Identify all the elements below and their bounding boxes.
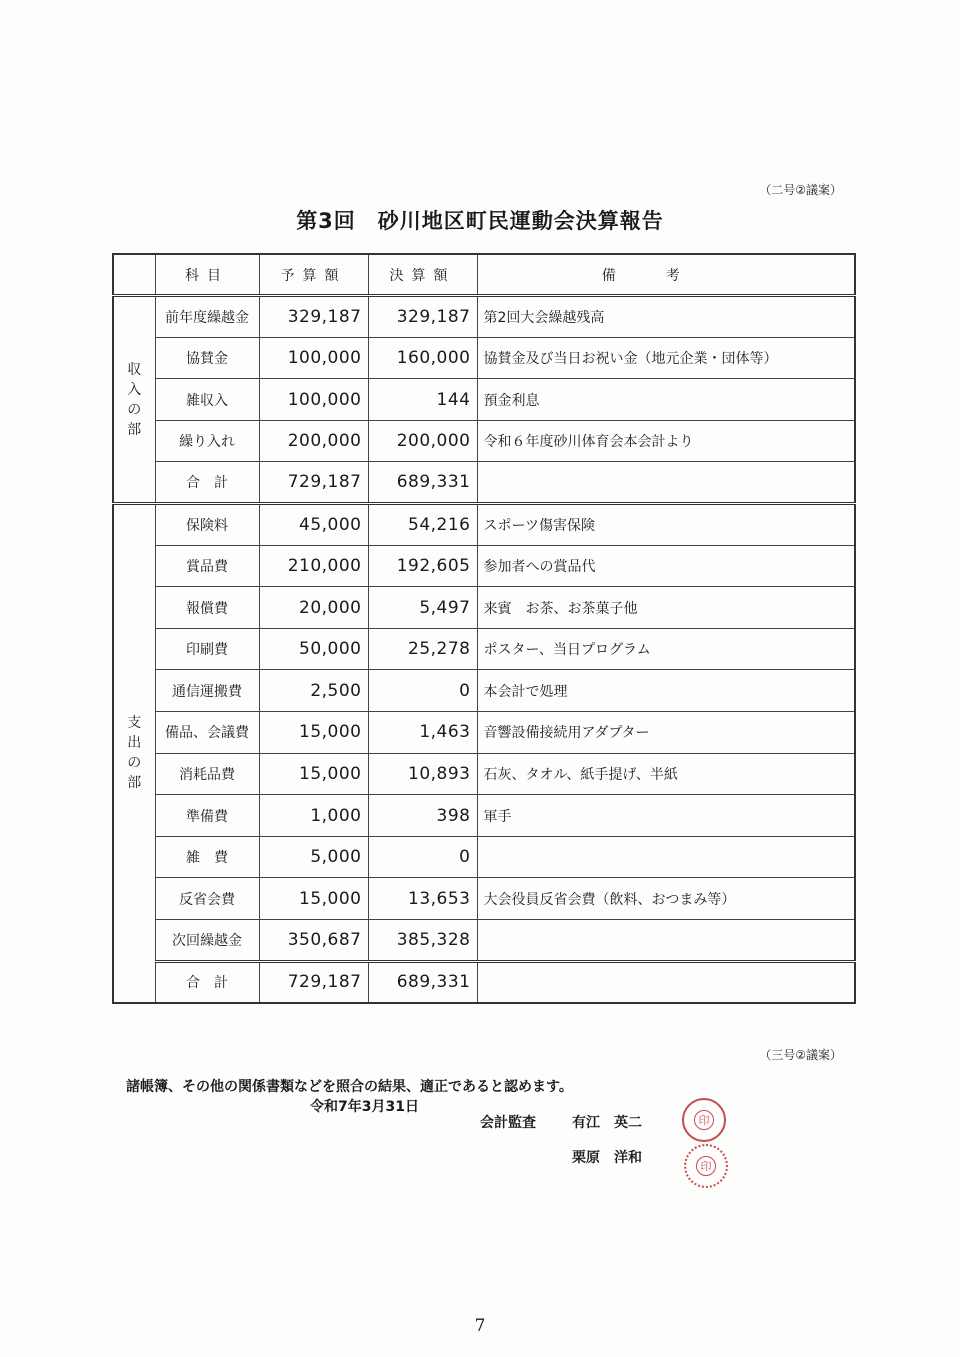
cell-remarks: 石灰、タオル、紙手提げ、半紙 bbox=[477, 753, 855, 795]
cell-remarks: 預金利息 bbox=[477, 379, 855, 421]
cell-item: 消耗品費 bbox=[155, 753, 259, 795]
cell-actual: 144 bbox=[368, 379, 477, 421]
auditor-title: 会計監査 bbox=[480, 1115, 536, 1131]
cell-budget: 2,500 bbox=[259, 670, 368, 712]
cell-remarks bbox=[477, 961, 855, 1003]
cell-remarks: スポーツ傷害保険 bbox=[477, 504, 855, 546]
expense-row bbox=[113, 545, 855, 587]
cell-actual: 398 bbox=[368, 795, 477, 837]
cell-remarks: 音響設備接続用アダプター bbox=[477, 712, 855, 754]
cell-remarks: ポスター、当日プログラム bbox=[477, 628, 855, 670]
cell-budget: 350,687 bbox=[259, 920, 368, 962]
seal-mark: 印 bbox=[696, 1156, 716, 1176]
expense-row bbox=[113, 753, 855, 795]
cell-actual: 160,000 bbox=[368, 337, 477, 379]
top-agenda-note: （二号②議案） bbox=[759, 183, 842, 197]
cell-remarks: 来賓 お茶、お茶菓子他 bbox=[477, 587, 855, 629]
cell-item: 前年度繰越金 bbox=[155, 296, 259, 338]
budget-table bbox=[112, 253, 856, 1004]
income-row bbox=[113, 296, 855, 338]
cell-remarks: 参加者への賞品代 bbox=[477, 545, 855, 587]
cell-item: 協賛金 bbox=[155, 337, 259, 379]
cell-actual: 54,216 bbox=[368, 504, 477, 546]
auditor-2-name: 栗原 洋和 bbox=[572, 1150, 642, 1166]
cell-remarks bbox=[477, 836, 855, 878]
cell-budget: 15,000 bbox=[259, 712, 368, 754]
expense-row bbox=[113, 587, 855, 629]
auditor-2-seal bbox=[684, 1144, 728, 1188]
cell-actual: 13,653 bbox=[368, 878, 477, 920]
cell-budget: 200,000 bbox=[259, 420, 368, 462]
cell-budget: 100,000 bbox=[259, 337, 368, 379]
cell-actual: 10,893 bbox=[368, 753, 477, 795]
expense-section-text: 支出の部 bbox=[127, 715, 142, 792]
cell-budget: 329,187 bbox=[259, 296, 368, 338]
cell-remarks: 第2回大会繰越残高 bbox=[477, 296, 855, 338]
cell-budget: 729,187 bbox=[259, 961, 368, 1003]
expense-row bbox=[113, 712, 855, 754]
expense-row bbox=[113, 628, 855, 670]
header-section bbox=[113, 254, 155, 296]
table-header-row bbox=[113, 254, 855, 296]
expense-section-label bbox=[113, 504, 155, 1003]
cell-item: 報償費 bbox=[155, 587, 259, 629]
cell-item: 雑 費 bbox=[155, 836, 259, 878]
cell-item: 反省会費 bbox=[155, 878, 259, 920]
cell-item: 通信運搬費 bbox=[155, 670, 259, 712]
income-section-label bbox=[113, 296, 155, 504]
cell-item: 次回繰越金 bbox=[155, 920, 259, 962]
header-budget: 予算額 bbox=[259, 254, 368, 296]
cell-item: 準備費 bbox=[155, 795, 259, 837]
cell-item: 合 計 bbox=[155, 462, 259, 504]
cell-actual: 192,605 bbox=[368, 545, 477, 587]
cell-actual: 0 bbox=[368, 670, 477, 712]
cell-item: 印刷費 bbox=[155, 628, 259, 670]
cell-budget: 15,000 bbox=[259, 753, 368, 795]
cell-item: 備品、会議費 bbox=[155, 712, 259, 754]
auditor-1-name: 有江 英二 bbox=[572, 1115, 642, 1131]
cell-budget: 15,000 bbox=[259, 878, 368, 920]
header-remarks: 備考 bbox=[477, 254, 855, 296]
cell-remarks bbox=[477, 920, 855, 962]
cell-budget: 45,000 bbox=[259, 504, 368, 546]
cell-actual: 329,187 bbox=[368, 296, 477, 338]
income-row bbox=[113, 337, 855, 379]
cell-remarks: 大会役員反省会費（飲料、おつまみ等） bbox=[477, 878, 855, 920]
header-item: 科目 bbox=[155, 254, 259, 296]
cell-item: 保険料 bbox=[155, 504, 259, 546]
seal-mark: 印 bbox=[694, 1110, 714, 1130]
income-row bbox=[113, 420, 855, 462]
expense-row bbox=[113, 920, 855, 962]
cell-remarks: 令和６年度砂川体育会本会計より bbox=[477, 420, 855, 462]
expense-row bbox=[113, 504, 855, 546]
header-actual: 決算額 bbox=[368, 254, 477, 296]
budget-table-body bbox=[113, 254, 855, 1003]
cell-budget: 5,000 bbox=[259, 836, 368, 878]
cell-actual: 1,463 bbox=[368, 712, 477, 754]
cell-actual: 689,331 bbox=[368, 462, 477, 504]
cell-actual: 385,328 bbox=[368, 920, 477, 962]
cell-budget: 50,000 bbox=[259, 628, 368, 670]
audit-statement: 諸帳簿、その他の関係書類などを照合の結果、適正であると認めます。 bbox=[126, 1079, 573, 1095]
income-section-text: 収入の部 bbox=[127, 361, 142, 438]
cell-item: 合 計 bbox=[155, 961, 259, 1003]
expense-row bbox=[113, 961, 855, 1003]
cell-actual: 0 bbox=[368, 836, 477, 878]
cell-actual: 5,497 bbox=[368, 587, 477, 629]
cell-remarks bbox=[477, 462, 855, 504]
cell-actual: 200,000 bbox=[368, 420, 477, 462]
page-title: 第3回 砂川地区町民運動会決算報告 bbox=[296, 209, 664, 233]
cell-budget: 729,187 bbox=[259, 462, 368, 504]
cell-budget: 210,000 bbox=[259, 545, 368, 587]
cell-remarks: 本会計で処理 bbox=[477, 670, 855, 712]
cell-actual: 25,278 bbox=[368, 628, 477, 670]
cell-item: 雑収入 bbox=[155, 379, 259, 421]
cell-remarks: 軍手 bbox=[477, 795, 855, 837]
cell-item: 賞品費 bbox=[155, 545, 259, 587]
cell-actual: 689,331 bbox=[368, 961, 477, 1003]
cell-budget: 20,000 bbox=[259, 587, 368, 629]
auditor-1-seal bbox=[682, 1098, 726, 1142]
expense-row bbox=[113, 670, 855, 712]
expense-row bbox=[113, 878, 855, 920]
bottom-agenda-note: （三号②議案） bbox=[759, 1048, 842, 1062]
expense-row bbox=[113, 836, 855, 878]
expense-row bbox=[113, 795, 855, 837]
cell-item: 繰り入れ bbox=[155, 420, 259, 462]
cell-budget: 100,000 bbox=[259, 379, 368, 421]
cell-budget: 1,000 bbox=[259, 795, 368, 837]
cell-remarks: 協賛金及び当日お祝い金（地元企業・団体等） bbox=[477, 337, 855, 379]
page-number: 7 bbox=[474, 1316, 486, 1336]
income-row bbox=[113, 379, 855, 421]
audit-date: 令和7年3月31日 bbox=[310, 1099, 419, 1115]
income-row bbox=[113, 462, 855, 504]
